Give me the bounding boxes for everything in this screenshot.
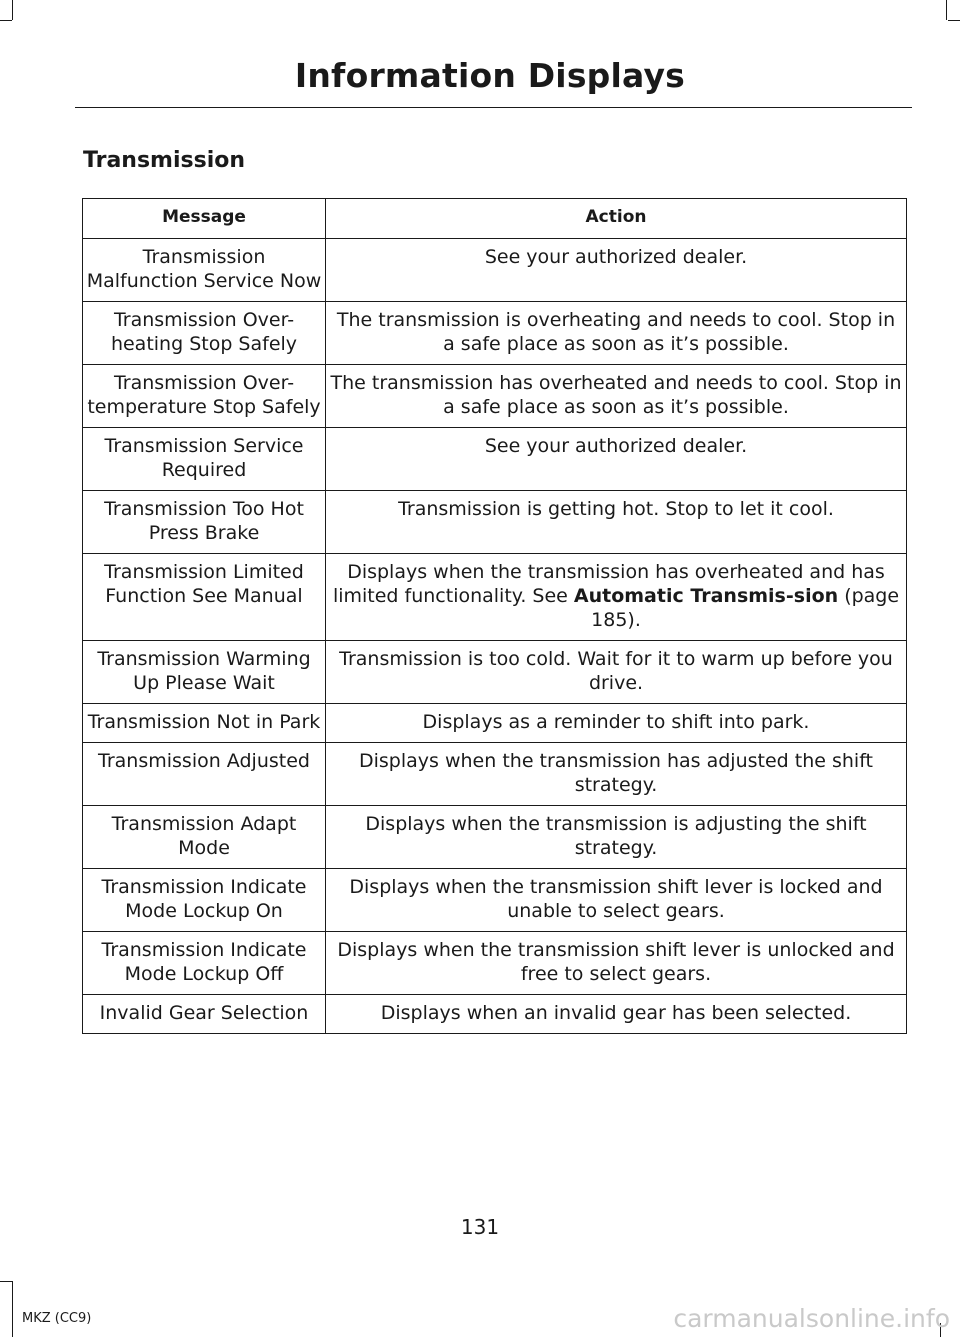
table-row <box>83 491 907 554</box>
table-row <box>83 365 907 428</box>
action-cell: Displays as a reminder to shift into park. <box>326 704 907 743</box>
page-header-title: Information Displays <box>294 56 685 95</box>
column-header-message: Message <box>83 199 326 239</box>
cross-reference-link[interactable]: Automatic Transmis-sion <box>573 585 839 607</box>
crop-mark <box>0 1281 12 1282</box>
table-row <box>83 239 907 302</box>
action-cell: Displays when an invalid gear has been selected. <box>326 995 907 1034</box>
action-cell: The transmission has overheated and needs to cool. Stop in a safe place as soon as it’s possible. <box>326 365 907 428</box>
header-divider <box>75 107 912 108</box>
message-cell: Transmission Over-temperature Stop Safely <box>83 365 326 428</box>
message-cell: Transmission Indicate Mode Lockup Off <box>83 932 326 995</box>
action-cell: Displays when the transmission shift lever is unlocked and free to select gears. <box>326 932 907 995</box>
page-reference: (page 185). <box>591 585 900 631</box>
action-cell: The transmission is overheating and needs to cool. Stop in a safe place as soon as it’s possible. <box>326 302 907 365</box>
crop-mark <box>12 1281 13 1337</box>
message-cell: Transmission Over-heating Stop Safely <box>83 302 326 365</box>
table-row <box>83 641 907 704</box>
action-text: Displays when the transmission has overheated and has limited functionality. See <box>332 561 885 607</box>
message-cell: Transmission Indicate Mode Lockup On <box>83 869 326 932</box>
action-cell: See your authorized dealer. <box>326 239 907 302</box>
message-cell: Transmission Warming Up Please Wait <box>83 641 326 704</box>
action-cell: Transmission is getting hot. Stop to let it cool. <box>326 491 907 554</box>
message-cell: Transmission Adjusted <box>83 743 326 806</box>
transmission-messages-table <box>82 198 907 1034</box>
message-cell: Transmission Not in Park <box>83 704 326 743</box>
message-cell: Invalid Gear Selection <box>83 995 326 1034</box>
crop-mark <box>948 20 960 21</box>
action-cell: Transmission is too cold. Wait for it to warm up before you drive. <box>326 641 907 704</box>
crop-mark <box>0 20 12 21</box>
action-cell: Displays when the transmission shift lever is locked and unable to select gears. <box>326 869 907 932</box>
message-cell: Transmission Limited Function See Manual <box>83 554 326 641</box>
crop-mark <box>12 0 13 20</box>
table-row <box>83 554 907 641</box>
table-row <box>83 743 907 806</box>
action-cell <box>326 554 907 641</box>
message-cell: Transmission Malfunction Service Now <box>83 239 326 302</box>
table-row <box>83 806 907 869</box>
message-cell: Transmission Adapt Mode <box>83 806 326 869</box>
table-header-row <box>83 199 907 239</box>
watermark: carmanualsonline.info <box>673 1304 950 1333</box>
table-row <box>83 704 907 743</box>
table-row <box>83 995 907 1034</box>
table-row <box>83 932 907 995</box>
model-code: MKZ (CC9) <box>22 1311 92 1326</box>
message-cell: Transmission Too Hot Press Brake <box>83 491 326 554</box>
action-cell: See your authorized dealer. <box>326 428 907 491</box>
page-number: 131 <box>460 1215 500 1239</box>
table-row <box>83 869 907 932</box>
section-title: Transmission <box>83 148 246 173</box>
table-row <box>83 302 907 365</box>
action-cell: Displays when the transmission has adjusted the shift strategy. <box>326 743 907 806</box>
message-cell: Transmission Service Required <box>83 428 326 491</box>
crop-mark <box>946 0 947 20</box>
action-cell: Displays when the transmission is adjusting the shift strategy. <box>326 806 907 869</box>
column-header-action: Action <box>326 199 907 239</box>
table-row <box>83 428 907 491</box>
